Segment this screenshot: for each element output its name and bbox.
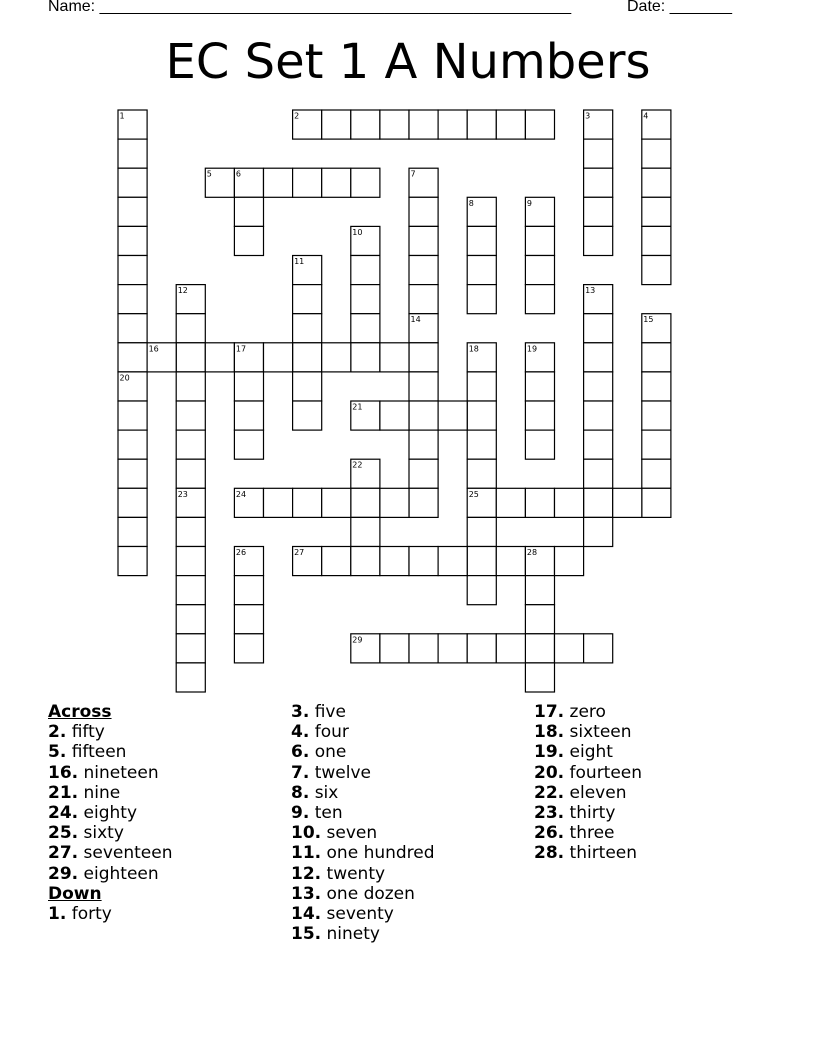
grid-cell[interactable]: [118, 547, 147, 576]
clue-across-25: 25. sixty: [48, 823, 124, 844]
clue-down-13: 13. one dozen: [291, 883, 415, 904]
grid-cell[interactable]: [525, 372, 554, 401]
grid-cell[interactable]: [642, 459, 671, 488]
grid-cell[interactable]: [467, 430, 496, 459]
clue-across-2: 2. fifty: [48, 722, 105, 743]
grid-cell[interactable]: [409, 634, 438, 663]
grid-cell[interactable]: [584, 401, 613, 430]
grid-cell[interactable]: [525, 401, 554, 430]
grid-cell[interactable]: [351, 110, 380, 139]
grid-cell[interactable]: [176, 576, 205, 605]
grid-cell[interactable]: [351, 314, 380, 343]
clue-down-7: 7. twelve: [291, 762, 371, 783]
grid-cell[interactable]: [176, 663, 205, 692]
grid-cell[interactable]: [176, 517, 205, 546]
grid-cell[interactable]: [584, 430, 613, 459]
cell-number: 16: [148, 344, 159, 354]
grid-cell[interactable]: [438, 110, 467, 139]
grid-cell[interactable]: [525, 663, 554, 692]
clue-down-11: 11. one hundred: [291, 843, 435, 864]
grid-cell[interactable]: [642, 139, 671, 168]
grid-cell[interactable]: [467, 110, 496, 139]
name-blank[interactable]: _____________________________________________________: [99, 0, 572, 15]
grid-cell[interactable]: [118, 168, 147, 197]
cell-number: 12: [177, 286, 188, 296]
grid-cell[interactable]: [467, 576, 496, 605]
grid-cell[interactable]: [525, 430, 554, 459]
grid-cell[interactable]: [293, 343, 322, 372]
grid-cell[interactable]: [293, 314, 322, 343]
grid-cell[interactable]: [293, 372, 322, 401]
grid-cell[interactable]: [642, 343, 671, 372]
cell-number: 14: [410, 315, 421, 325]
grid-cell[interactable]: [525, 256, 554, 285]
grid-cell[interactable]: [234, 226, 263, 255]
grid-cell[interactable]: [584, 343, 613, 372]
clue-down-14: 14. seventy: [291, 904, 394, 925]
clue-down-28: 28. thirteen: [534, 843, 638, 864]
grid-cell[interactable]: [264, 343, 293, 372]
grid-cell[interactable]: [409, 285, 438, 314]
clue-down-17: 17. zero: [534, 702, 606, 722]
clue-down-15: 15. ninety: [291, 924, 380, 945]
grid-cell[interactable]: [409, 197, 438, 226]
clue-down-10: 10. seven: [291, 823, 378, 844]
grid-cell[interactable]: [409, 459, 438, 488]
grid-cell[interactable]: [234, 430, 263, 459]
grid-cell[interactable]: [555, 634, 584, 663]
grid-cell[interactable]: [584, 168, 613, 197]
grid-cell[interactable]: [176, 401, 205, 430]
grid-cell[interactable]: [176, 459, 205, 488]
grid-cell[interactable]: [409, 430, 438, 459]
grid-cell[interactable]: [642, 168, 671, 197]
clue-down-8: 8. six: [291, 782, 339, 803]
clue-across-16: 16. nineteen: [48, 762, 159, 783]
cell-number: 28: [526, 548, 538, 557]
grid-cell[interactable]: [467, 372, 496, 401]
clue-down-20: 20. fourteen: [534, 762, 643, 783]
grid-cell[interactable]: [234, 197, 263, 226]
grid-cell[interactable]: [351, 517, 380, 546]
grid-cell[interactable]: [496, 488, 525, 517]
grid-cell[interactable]: [293, 488, 322, 517]
grid-cell[interactable]: [351, 256, 380, 285]
grid-cell[interactable]: [322, 110, 351, 139]
clues-column-2: [291, 702, 435, 944]
cell-number: 26: [235, 548, 247, 557]
cell-number: 27: [294, 548, 305, 557]
grid-cell[interactable]: [525, 488, 554, 517]
grid-cell[interactable]: [496, 110, 525, 139]
grid-cell[interactable]: [584, 517, 613, 546]
grid-cell[interactable]: [438, 401, 467, 430]
grid-cell[interactable]: [322, 488, 351, 517]
grid-cell[interactable]: [496, 634, 525, 663]
grid-cell[interactable]: [467, 634, 496, 663]
grid-cell[interactable]: [176, 372, 205, 401]
grid-cell[interactable]: [642, 372, 671, 401]
cell-number: 24: [235, 489, 247, 499]
grid-cell[interactable]: [467, 256, 496, 285]
clue-across-21: 21. nine: [48, 782, 121, 803]
clue-down-3: 3. five: [291, 702, 346, 722]
grid-cell[interactable]: [118, 197, 147, 226]
grid-cell[interactable]: [264, 488, 293, 517]
clues-column-3: [534, 702, 642, 864]
grid-cell[interactable]: [642, 401, 671, 430]
grid-cell[interactable]: [351, 168, 380, 197]
grid-cell[interactable]: [584, 488, 613, 517]
grid-cell[interactable]: [118, 139, 147, 168]
cell-number: 15: [643, 315, 654, 325]
grid-cell[interactable]: [293, 168, 322, 197]
grid-cell[interactable]: [613, 488, 642, 517]
cell-number: 8: [468, 198, 474, 208]
cell-number: 29: [352, 635, 363, 645]
grid-cell[interactable]: [380, 547, 409, 576]
grid-cell[interactable]: [409, 343, 438, 372]
grid-cell[interactable]: [584, 139, 613, 168]
grid-cell[interactable]: [525, 634, 554, 663]
grid-cell[interactable]: [118, 314, 147, 343]
grid-cell[interactable]: [584, 459, 613, 488]
grid-cell[interactable]: [438, 634, 467, 663]
grid-cell[interactable]: [496, 547, 525, 576]
grid-cell[interactable]: [176, 430, 205, 459]
grid-cell[interactable]: [118, 488, 147, 517]
clue-down-23: 23. thirty: [534, 803, 616, 824]
grid-cell[interactable]: [234, 576, 263, 605]
grid-cell[interactable]: [264, 168, 293, 197]
cell-number: 20: [119, 373, 130, 383]
cell-number: 19: [526, 344, 538, 354]
grid-cell[interactable]: [584, 226, 613, 255]
grid-cell[interactable]: [176, 314, 205, 343]
grid-cell[interactable]: [584, 634, 613, 663]
grid-cell[interactable]: [351, 343, 380, 372]
grid-cell[interactable]: [234, 634, 263, 663]
cell-number: 6: [235, 169, 241, 179]
grid-cell[interactable]: [234, 605, 263, 634]
grid-cell[interactable]: [584, 314, 613, 343]
grid-cell[interactable]: [118, 343, 147, 372]
grid-cell[interactable]: [380, 634, 409, 663]
date-label: Date:: [627, 0, 666, 15]
cell-number: 22: [352, 460, 363, 470]
grid-cell[interactable]: [176, 634, 205, 663]
grid-cell[interactable]: [642, 488, 671, 517]
grid-cell[interactable]: [380, 110, 409, 139]
grid-cell[interactable]: [409, 401, 438, 430]
grid-cell[interactable]: [118, 285, 147, 314]
grid-cell[interactable]: [205, 343, 234, 372]
cell-number: 7: [410, 169, 416, 179]
grid-cell[interactable]: [322, 168, 351, 197]
clue-down-18: 18. sixteen: [534, 722, 632, 743]
clue-down-4: 4. four: [291, 722, 349, 743]
puzzle-title: EC Set 1 A Numbers: [165, 34, 651, 90]
clue-across-27: 27. seventeen: [48, 843, 173, 864]
grid-cell[interactable]: [351, 488, 380, 517]
cell-number: 9: [526, 198, 532, 208]
cell-number: 10: [352, 227, 363, 237]
cell-number: 23: [177, 489, 188, 499]
clue-down-6: 6. one: [291, 742, 347, 763]
cell-number: 4: [643, 111, 649, 121]
grid-cell[interactable]: [409, 110, 438, 139]
date-blank[interactable]: _______: [669, 0, 732, 15]
grid-cell[interactable]: [409, 547, 438, 576]
grid-cell[interactable]: [409, 488, 438, 517]
grid-cell[interactable]: [118, 256, 147, 285]
grid-cell[interactable]: [351, 547, 380, 576]
name-label: Name:: [48, 0, 96, 15]
clue-down-9: 9. ten: [291, 803, 343, 824]
grid-cell[interactable]: [467, 285, 496, 314]
cell-number: 18: [468, 344, 479, 354]
grid-cell[interactable]: [380, 343, 409, 372]
clue-down-19: 19. eight: [534, 742, 613, 763]
cell-number: 17: [235, 344, 247, 354]
cell-number: 25: [468, 489, 479, 499]
grid-cell[interactable]: [467, 459, 496, 488]
clue-down-22: 22. eleven: [534, 782, 627, 803]
grid-cell[interactable]: [234, 372, 263, 401]
grid-cell[interactable]: [525, 285, 554, 314]
grid-cell[interactable]: [525, 605, 554, 634]
grid-cell[interactable]: [525, 576, 554, 605]
grid-cell[interactable]: [351, 285, 380, 314]
grid-cell[interactable]: [409, 226, 438, 255]
cell-number: 13: [585, 286, 596, 296]
cell-number: 11: [294, 257, 305, 266]
grid-cell[interactable]: [409, 256, 438, 285]
grid-cell[interactable]: [380, 488, 409, 517]
grid-cell[interactable]: [118, 517, 147, 546]
grid-cell[interactable]: [380, 401, 409, 430]
grid-cell[interactable]: [293, 285, 322, 314]
clues-column-1: [48, 702, 173, 924]
grid-cell[interactable]: [118, 401, 147, 430]
grid-cell[interactable]: [176, 547, 205, 576]
grid-cell[interactable]: [584, 372, 613, 401]
grid-cell[interactable]: [118, 430, 147, 459]
grid-cell[interactable]: [234, 401, 263, 430]
clue-down-1: 1. forty: [48, 904, 112, 925]
grid-cell[interactable]: [555, 547, 584, 576]
grid-cell[interactable]: [118, 459, 147, 488]
grid-cell[interactable]: [322, 343, 351, 372]
grid-cell[interactable]: [118, 226, 147, 255]
clue-across-5: 5. fifteen: [48, 742, 127, 763]
clue-across-24: 24. eighty: [48, 803, 138, 824]
grid-cell[interactable]: [642, 197, 671, 226]
grid-cell[interactable]: [555, 488, 584, 517]
grid-cell[interactable]: [467, 401, 496, 430]
clue-across-29: 29. eighteen: [48, 863, 159, 884]
grid-cell[interactable]: [176, 343, 205, 372]
across-heading: Across: [48, 702, 112, 722]
clue-down-26: 26. three: [534, 823, 615, 844]
cell-number: 2: [294, 111, 300, 121]
grid-cell[interactable]: [642, 430, 671, 459]
grid-cell[interactable]: [438, 547, 467, 576]
grid-cell[interactable]: [525, 110, 554, 139]
cell-number: 1: [119, 111, 125, 121]
down-heading: Down: [48, 883, 102, 904]
grid-cell[interactable]: [467, 547, 496, 576]
cell-number: 3: [585, 111, 591, 121]
grid-cell[interactable]: [525, 226, 554, 255]
grid-cell[interactable]: [409, 372, 438, 401]
grid-cell[interactable]: [176, 605, 205, 634]
grid-cell[interactable]: [467, 517, 496, 546]
grid-cell[interactable]: [584, 197, 613, 226]
grid-cell[interactable]: [467, 226, 496, 255]
grid-cell[interactable]: [293, 401, 322, 430]
clue-down-12: 12. twenty: [291, 863, 386, 884]
grid-cell[interactable]: [642, 256, 671, 285]
grid-cell[interactable]: [642, 226, 671, 255]
grid-cell[interactable]: [322, 547, 351, 576]
cell-number: 21: [352, 402, 363, 412]
cell-number: 5: [206, 169, 212, 179]
